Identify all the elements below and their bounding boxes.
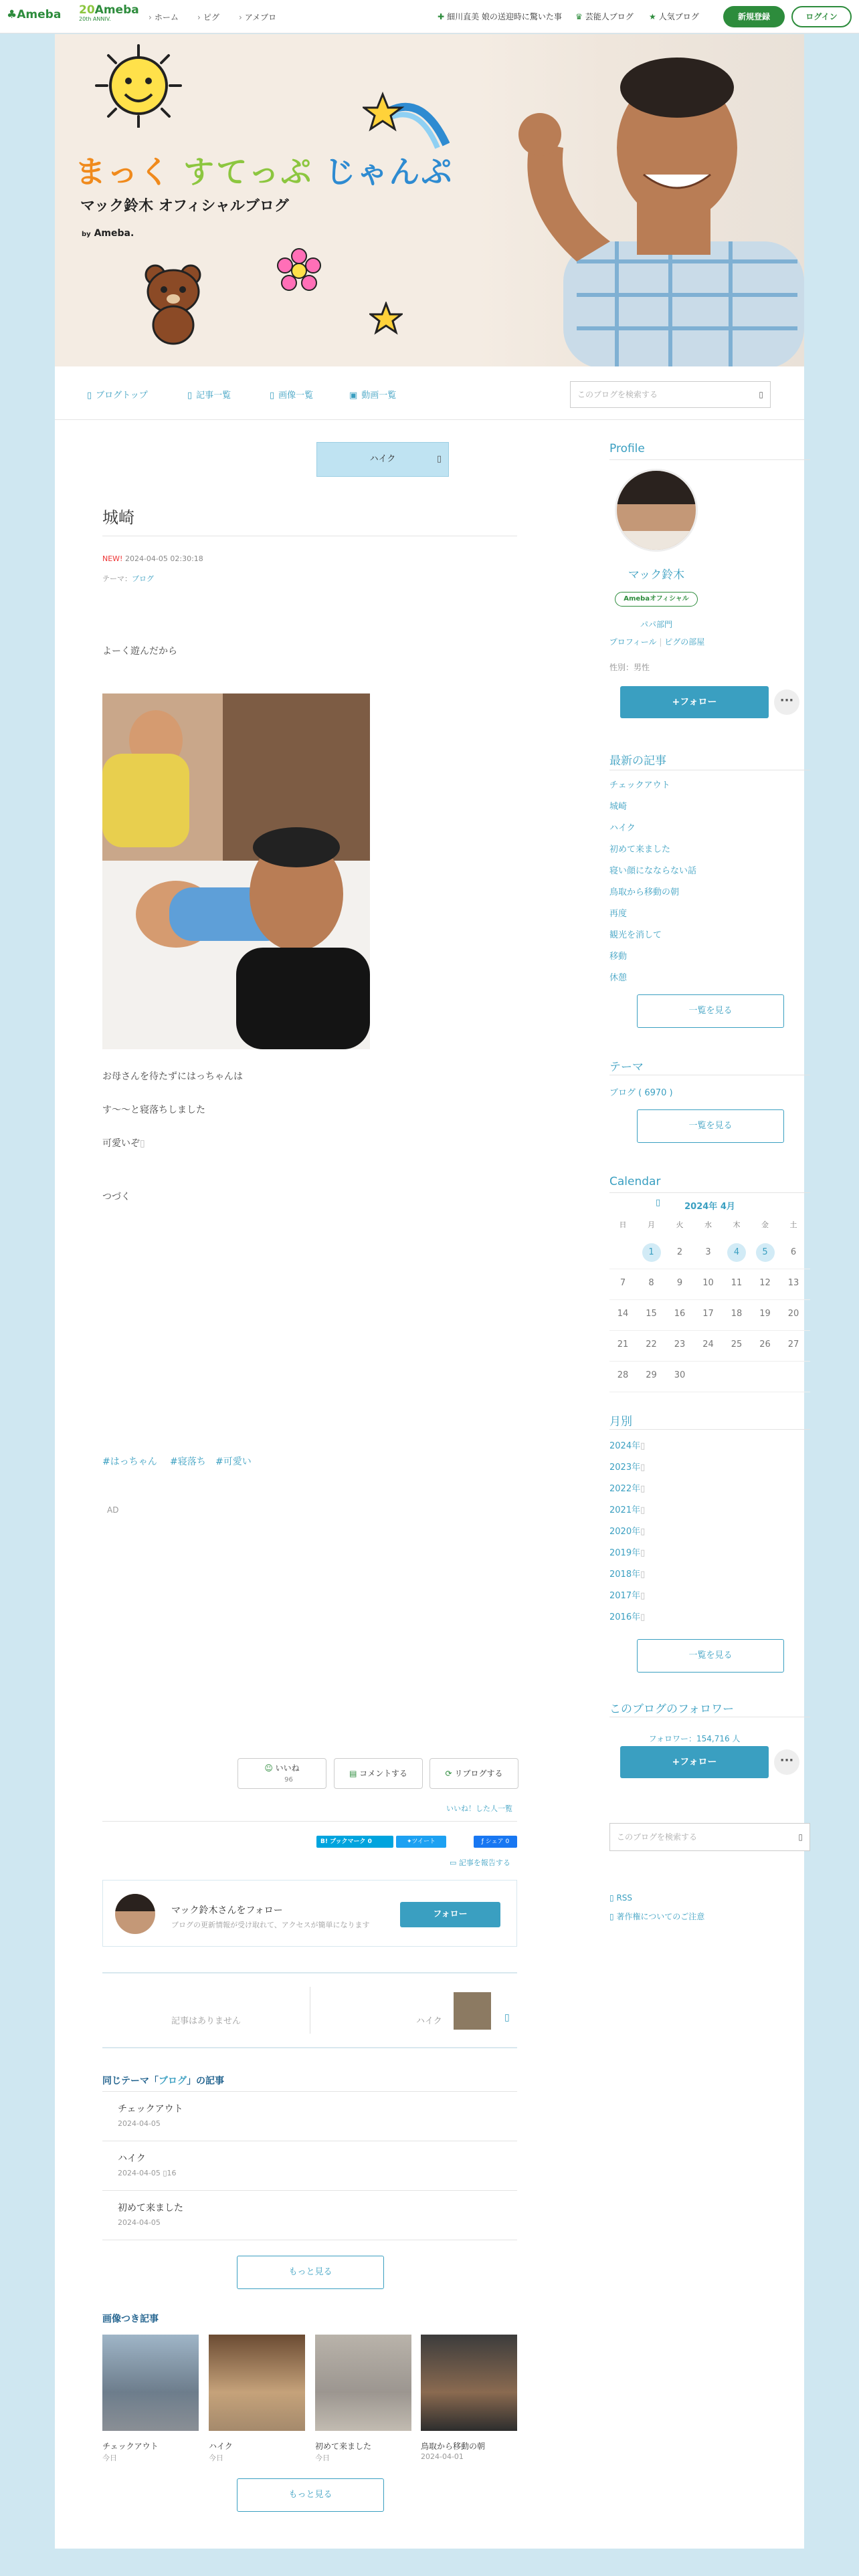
chevron-icon: ▯: [640, 1527, 646, 1537]
follow-card-title: マック鈴木さんをフォロー: [171, 1905, 283, 1916]
sidebar-search-input[interactable]: このブログを検索する ▯: [609, 1823, 810, 1851]
theme-link[interactable]: ブログ: [132, 574, 154, 583]
image-article-title[interactable]: 鳥取から移動の朝: [421, 2442, 486, 2451]
blog-title-logo: まっく すてっぷ じゃんぷ: [75, 154, 454, 190]
facebook-icon: ƒ: [481, 1838, 484, 1845]
article-date: NEW! 2024-04-05 02:30:18: [102, 554, 203, 563]
see-all-articles-button[interactable]: 一覧を見る: [637, 994, 784, 1028]
image-article-title[interactable]: 初めて来ました: [315, 2442, 372, 2451]
bear-icon: [140, 261, 207, 345]
chevron-icon: ▯: [640, 1441, 646, 1451]
recent-article-link[interactable]: 休憩: [609, 973, 628, 983]
image-article-date: 今日: [102, 2454, 117, 2462]
calendar-day: 17: [702, 1309, 714, 1319]
nav-ameblo[interactable]: › アメブロ: [239, 13, 277, 22]
reblog-icon: ⟳: [445, 1769, 452, 1778]
calendar-day-with-post[interactable]: 4: [727, 1243, 746, 1262]
image-article-thumb[interactable]: [421, 2335, 517, 2431]
calendar-day: 12: [759, 1278, 771, 1288]
search-icon[interactable]: ▯: [759, 390, 763, 399]
monthly-archive-link[interactable]: 2020年▯: [609, 1527, 646, 1537]
comment-icon: ▤: [349, 1769, 357, 1778]
calendar-weekday: 火: [676, 1220, 684, 1229]
global-header: [0, 0, 859, 33]
hashtag-link[interactable]: #可愛い: [215, 1457, 252, 1467]
chevron-right-icon[interactable]: ▯: [504, 2012, 510, 2023]
body-text: 可愛いぞ▯: [102, 1138, 145, 1149]
search-icon[interactable]: ▯: [798, 1832, 803, 1842]
body-text: す〜〜と寝落ちしました: [102, 1105, 205, 1115]
home-icon: ▯: [87, 391, 92, 401]
video-icon: ▣: [349, 391, 358, 401]
image-article-title[interactable]: チェックアウト: [102, 2442, 159, 2451]
register-button[interactable]: 新規登録: [723, 6, 785, 27]
small-star-icon: [369, 302, 403, 335]
same-theme-article[interactable]: チェックアウト: [118, 2104, 183, 2115]
nav-image-list[interactable]: ▯ 画像一覧: [270, 391, 314, 401]
body-text: よーく遊んだから: [102, 646, 177, 657]
calendar-day-with-post[interactable]: 1: [642, 1243, 661, 1262]
follow-button[interactable]: フォロー: [400, 1902, 500, 1927]
comment-icon: ▯: [163, 2169, 167, 2177]
new-badge: NEW!: [102, 554, 123, 563]
calendar-weekday: 水: [704, 1220, 712, 1229]
recent-article-link[interactable]: 初めて来ました: [609, 845, 671, 855]
list-icon: ▯: [187, 391, 193, 401]
prev-article-button[interactable]: ハイク ▯: [316, 442, 449, 477]
recent-article-link[interactable]: 再度: [609, 909, 628, 919]
next-article-thumbnail[interactable]: [454, 1992, 491, 2030]
calendar-prev-icon[interactable]: ▯: [656, 1198, 661, 1208]
emoji-icon: ▯: [140, 1138, 145, 1149]
plus-icon: ✚: [438, 12, 445, 21]
same-theme-date: 2024-04-05 ▯16: [118, 2169, 177, 2177]
recent-article-link[interactable]: 城崎: [609, 802, 628, 812]
calendar-day: 6: [790, 1247, 797, 1257]
nav-article-list[interactable]: ▯ 記事一覧: [187, 391, 231, 401]
ameba-logo[interactable]: ♣Ameba: [7, 8, 62, 21]
calendar-weekday: 木: [733, 1220, 741, 1229]
nav-video-list[interactable]: ▣ 動画一覧: [349, 391, 397, 401]
calendar-day: 28: [617, 1370, 629, 1380]
article-title[interactable]: 城崎: [102, 508, 134, 527]
pigg-room-link[interactable]: ピグの部屋: [664, 637, 705, 647]
image-article-thumb[interactable]: [209, 2335, 305, 2431]
hashtag-link[interactable]: #寝落ち: [170, 1457, 206, 1467]
calendar-day: 14: [617, 1309, 629, 1319]
same-theme-date: 2024-04-05: [118, 2119, 161, 2128]
ameba-20th-logo[interactable]: 20Ameba 20th ANNIV.: [79, 3, 139, 22]
calendar-day: 25: [731, 1339, 743, 1350]
same-theme-article[interactable]: ハイク: [118, 2153, 146, 2164]
comment-button[interactable]: ▤ コメントする: [334, 1758, 423, 1789]
chevron-icon: ▯: [640, 1505, 646, 1515]
profile-category[interactable]: パパ部門: [640, 620, 672, 629]
calendar-heading: Calendar: [609, 1175, 661, 1188]
calendar-day: 8: [648, 1278, 654, 1288]
calendar-day: 2: [676, 1247, 683, 1257]
see-all-months-button[interactable]: 一覧を見る: [637, 1639, 784, 1673]
calendar-weekday: 金: [761, 1220, 769, 1229]
recent-article-link[interactable]: ハイク: [609, 823, 636, 833]
image-article-thumb[interactable]: [315, 2335, 411, 2431]
follow-card-desc: ブログの更新情報が受け取れて、アクセスが簡単になります: [171, 1921, 370, 1929]
next-article-link[interactable]: ハイク: [416, 2016, 442, 2026]
star-icon: ★: [649, 12, 656, 21]
recent-article-link[interactable]: チェックアウト: [609, 780, 670, 790]
recent-articles-heading: 最新の記事: [609, 754, 666, 768]
hatena-bookmark-button[interactable]: B! ブックマーク 0: [316, 1836, 393, 1848]
followers-heading: このブログのフォロワー: [609, 1703, 735, 1716]
same-theme-article[interactable]: 初めて来ました: [118, 2203, 183, 2214]
same-theme-heading: 同じテーマ「ブログ」の記事: [102, 2076, 224, 2086]
theme-heading: テーマ: [609, 1061, 644, 1074]
blog-nav: [55, 366, 804, 420]
calendar-day: 19: [759, 1309, 771, 1319]
like-button[interactable]: ☺ いいね 96: [237, 1758, 326, 1789]
flower-icon: [276, 248, 322, 295]
body-text: つづく: [102, 1192, 130, 1202]
calendar-day: 7: [619, 1278, 626, 1288]
theme-link[interactable]: ブログ ( 6970 ): [609, 1088, 673, 1098]
more-options-button[interactable]: ···: [774, 689, 799, 715]
image-article-date: 2024-04-01: [421, 2452, 464, 2461]
calendar-day: 11: [731, 1278, 743, 1288]
body-text: お母さんを待たずにはっちゃんは: [102, 1071, 243, 1082]
tweet-button[interactable]: ✦ツイート: [396, 1836, 446, 1848]
monthly-archive-link[interactable]: 2016年▯: [609, 1612, 646, 1622]
nav-pigg[interactable]: › ピグ: [197, 13, 219, 22]
more-same-theme-button[interactable]: もっと見る: [237, 2256, 384, 2289]
rss-icon: ▯: [609, 1893, 614, 1903]
monthly-archive-link[interactable]: 2021年▯: [609, 1505, 646, 1515]
official-badge: Amebaオフィシャル: [615, 592, 698, 607]
calendar-day: 23: [674, 1339, 686, 1350]
sidebar-follow-button[interactable]: +フォロー: [620, 686, 769, 718]
chevron-icon: ▯: [640, 1463, 646, 1473]
flag-icon: ▭: [450, 1858, 457, 1867]
chevron-icon: ›: [149, 13, 152, 22]
blog-page: [55, 34, 804, 2549]
more-image-articles-button[interactable]: もっと見る: [237, 2478, 384, 2512]
rss-link[interactable]: ▯ RSS: [609, 1893, 633, 1903]
popular-blog-link[interactable]: ★ 人気ブログ: [649, 12, 699, 21]
monthly-heading: 月別: [609, 1415, 632, 1428]
chevron-icon: ▯: [640, 1570, 646, 1580]
like-list-link[interactable]: いいね！した人一覧: [446, 1804, 512, 1813]
calendar-day: 3: [705, 1247, 711, 1257]
calendar-day: 20: [787, 1309, 799, 1319]
book-icon: ▯: [609, 1912, 614, 1921]
facebook-share-button[interactable]: ƒ シェア 0: [474, 1836, 517, 1848]
monthly-archive-link[interactable]: 2019年▯: [609, 1548, 646, 1558]
image-articles-heading: 画像つき記事: [102, 2314, 159, 2325]
monthly-archive-link[interactable]: 2024年▯: [609, 1441, 646, 1451]
profile-name[interactable]: マック鈴木: [628, 568, 685, 582]
calendar-day-with-post[interactable]: 5: [756, 1243, 775, 1262]
article-photo[interactable]: [102, 693, 370, 1049]
blog-subtitle: マック鈴木 オフィシャルブログ: [80, 198, 289, 215]
chevron-icon: ▯: [640, 1484, 646, 1494]
follow-card: [102, 1880, 517, 1947]
calendar-month: 2024年 4月: [684, 1202, 735, 1212]
more-options-button[interactable]: ···: [774, 1749, 799, 1775]
recent-article-link[interactable]: 観光を消して: [609, 930, 662, 940]
same-theme-date: 2024-04-05: [118, 2218, 161, 2227]
blog-header-banner[interactable]: [55, 34, 804, 366]
calendar-day: 22: [646, 1339, 657, 1350]
hashtag-link[interactable]: #はっちゃん: [102, 1457, 157, 1467]
calendar-day: 9: [676, 1278, 683, 1288]
monthly-archive-link[interactable]: 2022年▯: [609, 1484, 646, 1494]
calendar-day: 29: [646, 1370, 657, 1380]
login-button[interactable]: ログイン: [791, 6, 852, 27]
nav-home[interactable]: › ホーム: [149, 13, 179, 22]
hero-photo-man: [476, 34, 804, 366]
profile-links: プロフィール | ピグの部屋: [609, 637, 705, 647]
image-article-date: 今日: [209, 2454, 223, 2462]
calendar-day: 16: [674, 1309, 686, 1319]
trending-link[interactable]: ✚ 細川直美 娘の送迎時に驚いた事: [438, 12, 562, 21]
profile-link[interactable]: プロフィール: [609, 637, 657, 647]
image-icon: ▯: [270, 391, 275, 401]
celebrity-blog-link[interactable]: ♛ 芸能人ブログ: [575, 12, 634, 21]
shooting-star-icon: [363, 88, 450, 154]
monthly-archive-link[interactable]: 2018年▯: [609, 1570, 646, 1580]
calendar-day: 30: [674, 1370, 686, 1380]
followers-count[interactable]: フォロワー：154,716 人: [648, 1734, 741, 1743]
chevron-icon: ▯: [640, 1612, 646, 1622]
calendar-weekday: 土: [789, 1220, 797, 1229]
see-all-themes-button[interactable]: 一覧を見る: [637, 1109, 784, 1143]
sidebar-follow-button[interactable]: +フォロー: [620, 1746, 769, 1778]
sun-icon: [95, 44, 182, 128]
crown-icon: ♛: [575, 12, 583, 21]
recent-article-link[interactable]: 寝い顔になならない話: [609, 866, 697, 876]
article-theme: テーマ：ブログ: [102, 574, 154, 583]
recent-article-link[interactable]: 鳥取から移動の朝: [609, 887, 680, 897]
avatar: [115, 1894, 155, 1934]
calendar-day: 13: [787, 1278, 799, 1288]
monthly-archive-link[interactable]: 2023年▯: [609, 1463, 646, 1473]
profile-heading: Profile: [609, 442, 645, 455]
chevron-icon: ›: [197, 13, 201, 22]
calendar-weekday: 月: [648, 1220, 655, 1229]
chevron-icon: ▯: [640, 1548, 646, 1558]
nav-blog-top[interactable]: ▯ ブログトップ: [87, 391, 148, 401]
ad-label: AD: [107, 1505, 119, 1515]
twitter-icon: ✦: [406, 1838, 412, 1845]
calendar-day: 24: [702, 1339, 714, 1350]
calendar-day: 26: [759, 1339, 771, 1350]
monthly-archive-link[interactable]: 2017年▯: [609, 1591, 646, 1601]
calendar-day: 27: [787, 1339, 799, 1350]
chevron-icon: ›: [239, 13, 242, 22]
smile-icon: ☺: [264, 1763, 273, 1773]
calendar-day: 10: [702, 1278, 714, 1288]
calendar-day: 15: [646, 1309, 657, 1319]
by-ameba: by Ameba.: [82, 228, 134, 239]
image-article-title[interactable]: ハイク: [209, 2442, 233, 2451]
chevron-right-icon: ▯: [436, 454, 442, 464]
chevron-icon: ▯: [640, 1591, 646, 1601]
profile-gender: 性別：男性: [609, 663, 650, 672]
no-newer-article: 記事はありません: [171, 2016, 241, 2026]
copyright-link[interactable]: ▯ 著作権についてのご注意: [609, 1912, 705, 1921]
recent-article-link[interactable]: 移動: [609, 952, 628, 962]
calendar-weekday: 日: [619, 1220, 627, 1229]
calendar-day: 18: [731, 1309, 743, 1319]
like-count: 96: [284, 1776, 293, 1784]
calendar-day: 21: [617, 1339, 629, 1350]
reblog-button[interactable]: ⟳ リブログする: [430, 1758, 518, 1789]
image-article-thumb[interactable]: [102, 2335, 199, 2431]
blog-search-input[interactable]: このブログを検索する ▯: [570, 381, 771, 408]
report-article-link[interactable]: ▭ 記事を報告する: [450, 1858, 510, 1867]
profile-avatar[interactable]: [615, 469, 698, 552]
image-article-date: 今日: [315, 2454, 330, 2462]
